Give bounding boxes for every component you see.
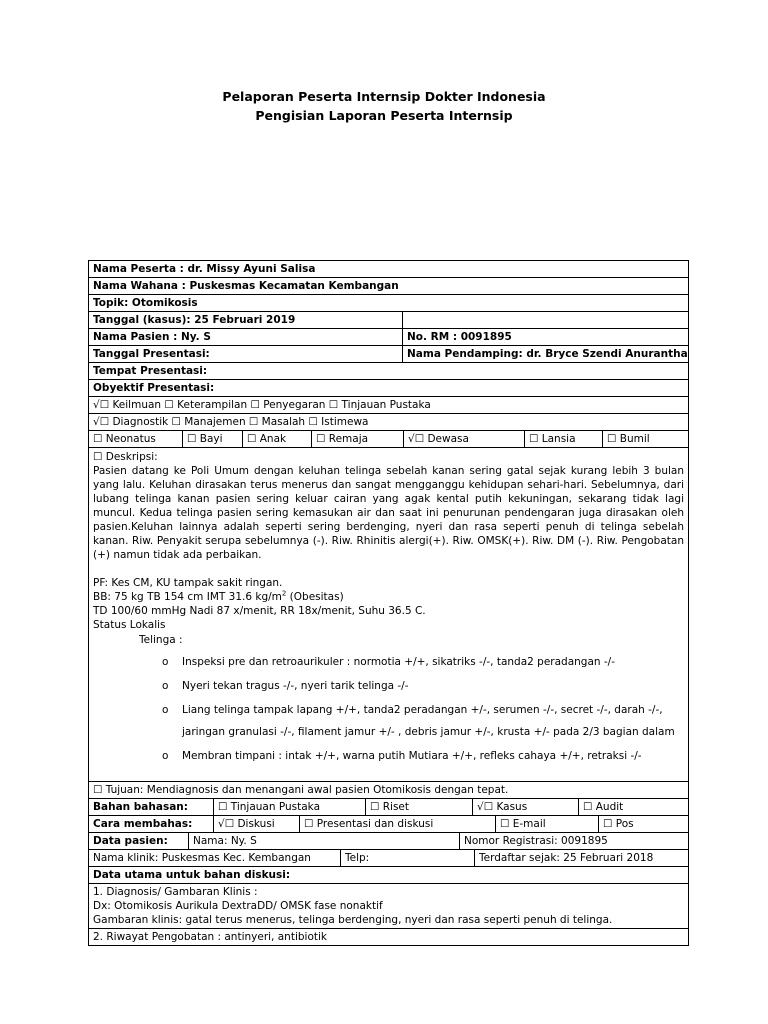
obyektif-options-1[interactable]: √☐ Keilmuan ☐ Keterampilan ☐ Penyegaran ☐ Tinjauan Pustaka (93, 399, 431, 411)
bullet-icon: o (162, 656, 169, 668)
cara-label: Cara membahas: (93, 818, 193, 830)
pf-line-4: Status Lokalis (93, 619, 166, 631)
pf-line-1: PF: Kes CM, KU tampak sakit ringan. (93, 577, 283, 589)
diagnosis-line-1: 1. Diagnosis/ Gambaran Klinis : (93, 886, 258, 898)
empty-cell (402, 312, 688, 328)
row-nama-peserta (88, 260, 689, 277)
bullet-icon: o (162, 704, 169, 716)
nama-peserta: Nama Peserta : dr. Missy Ayuni Salisa (93, 263, 316, 275)
tempat-presentasi: Tempat Presentasi: (93, 365, 208, 377)
row-deskripsi (88, 447, 689, 781)
row-obyektif-2 (88, 413, 689, 430)
list-item (93, 679, 684, 693)
telinga-label: Telinga : (139, 634, 183, 646)
row-tujuan (88, 781, 689, 798)
cara-diskusi[interactable]: √☐ Diskusi (213, 816, 299, 832)
pf-line-3: TD 100/60 mmHg Nadi 87 x/menit, RR 18x/menit, Suhu 36.5 C. (93, 605, 426, 617)
row-tempat (88, 362, 689, 379)
data-pasien-registrasi: Nomor Registrasi: 0091895 (459, 833, 688, 849)
bahan-kasus[interactable]: √☐ Kasus (472, 799, 578, 815)
data-utama: Data utama untuk bahan diskusi: (93, 869, 291, 881)
bahan-tinjauan[interactable]: ☐ Tinjauan Pustaka (213, 799, 365, 815)
row-obyektif-1 (88, 396, 689, 413)
report-form (88, 260, 689, 946)
row-data-utama (88, 866, 689, 883)
pf-line-2: BB: 75 kg TB 154 cm IMT 31.6 $kg/m^2$ (Obesitas) (93, 589, 344, 603)
row-tanggal-kasus (88, 311, 689, 328)
topik: Topik: Otomikosis (93, 297, 198, 309)
obyektif-options-2[interactable]: √☐ Diagnostik ☐ Manajemen ☐ Masalah ☐ Istimewa (93, 416, 369, 428)
tanggal-kasus: Tanggal (kasus): 25 Februari 2019 (93, 314, 296, 326)
nama-pendamping: Nama Pendamping: dr. Bryce Szendi Anurantha (402, 346, 688, 362)
nama-pasien: Nama Pasien : Ny. S (93, 331, 211, 343)
row-obyektif (88, 379, 689, 396)
row-data-pasien (88, 832, 689, 849)
diagnosis-line-3: Gambaran klinis: gatal terus menerus, telinga berdenging, nyeri dan rasa seperti penuh di telinga. (93, 914, 613, 926)
row-nama-wahana (88, 277, 689, 294)
riwayat-pengobatan: 2. Riwayat Pengobatan : antinyeri, antibiotik (93, 931, 327, 943)
bullet-icon: o (162, 680, 169, 692)
deskripsi-section (89, 448, 688, 781)
row-topik (88, 294, 689, 311)
age-bayi[interactable]: ☐ Bayi (182, 431, 242, 447)
row-presentasi (88, 345, 689, 362)
telinga-list (93, 655, 684, 763)
cara-pos[interactable]: ☐ Pos (598, 816, 688, 832)
bahan-riset[interactable]: ☐ Riset (365, 799, 472, 815)
telinga-item-3-cont: jaringan granulasi -/-, filament jamur +/- , debris jamur +/-, krusta +/- pada 2/3 bagian dalam (182, 726, 675, 738)
nama-wahana: Nama Wahana : Puskesmas Kecamatan Kembangan (93, 280, 399, 292)
row-riwayat (88, 928, 689, 946)
data-pasien-label: Data pasien: (93, 835, 168, 847)
no-rm: No. RM : 0091895 (402, 329, 688, 345)
report-title: Pelaporan Peserta Internsip Dokter Indonesia (222, 89, 546, 104)
nama-klinik: Nama klinik: Puskesmas Kec. Kembangan (93, 852, 311, 864)
list-item (93, 703, 684, 739)
age-remaja[interactable]: ☐ Remaja (311, 431, 403, 447)
telinga-item-3: Liang telinga tampak lapang +/+, tanda2 peradangan +/-, serumen -/-, secret -/-, darah -/-, jaringan granulasi -/-, filament jamur +/- , debris jamur +/-, krusta +/- pada 2/3 bagian dalam (182, 703, 684, 739)
age-dewasa[interactable]: √☐ Dewasa (403, 431, 524, 447)
deskripsi-text: Pasien datang ke Poli Umum dengan keluhan telinga sebelah kanan sering gatal sejak kurang lebih 3 bulan yang lalu. Keluhan dirasakan terus menerus dan sangat mengganggu kehidupan sehari-hari. Sebelumnya, dari lubang telinga kanan pasien sering keluar cairan yang agak kental putih kekuningan, sekarang tidak lagi muncul. Kedua telinga pasien sering kemasukan air dan saat ini penurunan pendengaran juga dirasakan oleh pasien.Keluhan lainnya adalah seperti sering berdenging, nyeri dan rasa seperti penuh di telinga sebelah kanan. Riw. Penyakit serupa sebelumnya (-). Riw. Rhinitis alergi(+). Riw. OMSK(+). Riw. DM (-). Riw. Pengobatan (+) namun tidak ada perbaikan. (93, 465, 684, 561)
row-klinik (88, 849, 689, 866)
report-subtitle: Pengisian Laporan Peserta Internsip (255, 108, 513, 123)
terdaftar-sejak: Terdaftar sejak: 25 Februari 2018 (474, 850, 688, 866)
row-cara (88, 815, 689, 832)
row-age-groups (88, 430, 689, 447)
tujuan[interactable]: ☐ Tujuan: Mendiagnosis dan menangani awal pasien Otomikosis dengan tepat. (93, 784, 509, 796)
age-anak[interactable]: ☐ Anak (242, 431, 311, 447)
cara-email[interactable]: ☐ E-mail (495, 816, 598, 832)
telinga-item-4: Membran timpani : intak +/+, warna putih Mutiara +/+, refleks cahaya +/+, retraksi -/- (182, 750, 642, 762)
row-bahan (88, 798, 689, 815)
list-item (93, 749, 684, 763)
diagnosis-line-2: Dx: Otomikosis Aurikula DextraDD/ OMSK fase nonaktif (93, 900, 383, 912)
telinga-item-2: Nyeri tekan tragus -/-, nyeri tarik telinga -/- (182, 680, 409, 692)
list-item (93, 655, 684, 669)
cara-presentasi[interactable]: ☐ Presentasi dan diskusi (299, 816, 495, 832)
data-pasien-nama: Nama: Ny. S (188, 833, 459, 849)
telp: Telp: (340, 850, 474, 866)
row-diagnosis (88, 883, 689, 928)
age-neonatus[interactable]: ☐ Neonatus (93, 433, 156, 445)
age-lansia[interactable]: ☐ Lansia (524, 431, 602, 447)
row-pasien (88, 328, 689, 345)
tanggal-presentasi: Tanggal Presentasi: (93, 348, 210, 360)
bullet-icon: o (162, 750, 169, 762)
age-bumil[interactable]: ☐ Bumil (602, 431, 688, 447)
bahan-label: Bahan bahasan: (93, 801, 188, 813)
telinga-item-1: Inspeksi pre dan retroaurikuler : normotia +/+, sikatriks -/-, tanda2 peradangan -/- (182, 656, 615, 668)
obyektif-presentasi: Obyektif Presentasi: (93, 382, 215, 394)
bahan-audit[interactable]: ☐ Audit (578, 799, 688, 815)
diagnosis-section (89, 884, 688, 928)
deskripsi-label: ☐ Deskripsi: (93, 451, 158, 463)
